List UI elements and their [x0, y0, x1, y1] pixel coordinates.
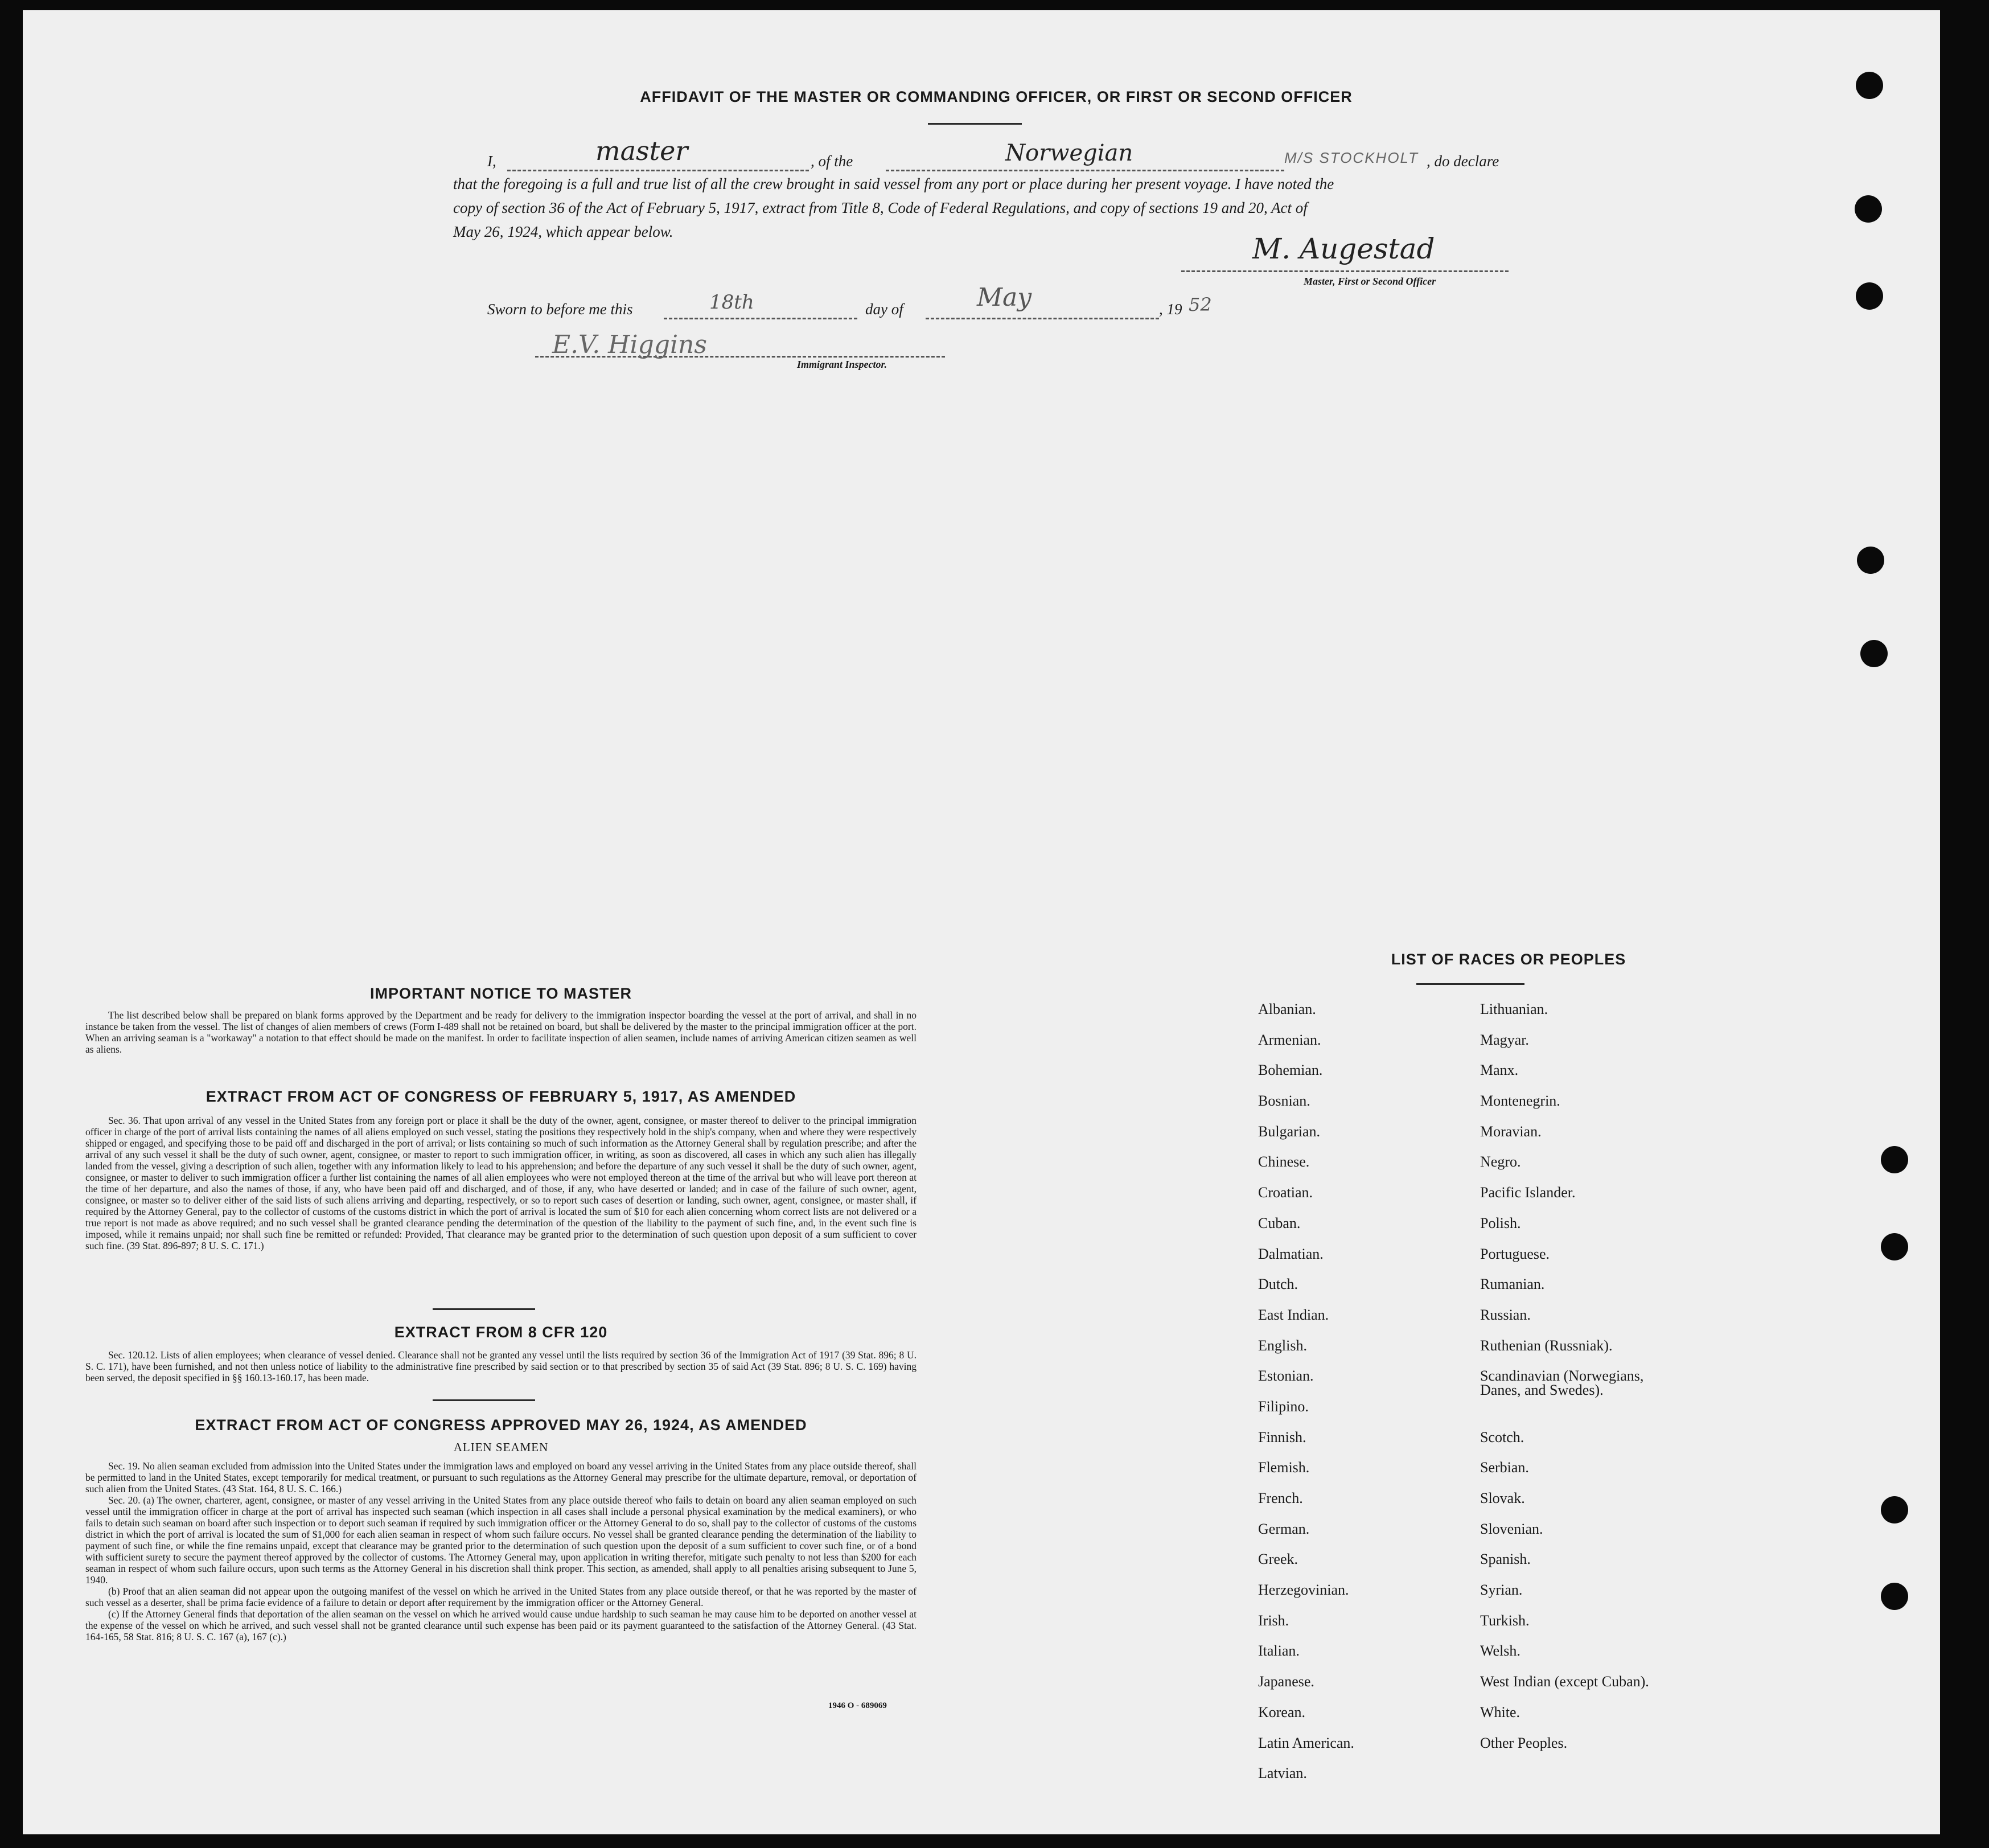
race-item: Herzegovinian.	[1258, 1582, 1349, 1599]
affidavit-body-line1: that the foregoing is a full and true list of all the crew brought in said vessel from any port or place during her present voyage. I have noted the	[453, 175, 1334, 192]
races-title-underline	[1416, 983, 1524, 985]
day-of-label: day of	[865, 301, 903, 318]
race-item: Turkish.	[1480, 1612, 1530, 1629]
year-printed: , 19	[1159, 301, 1182, 318]
sworn-line	[487, 283, 1284, 326]
extract-1924-sec20b: (b) Proof that an alien seaman did not appear upon the outgoing manifest of the vessel on which he arrived in the United States from any place outside thereof, or that he was reported by the master of such vessel as a deserter, shall be prima facie evidence of a failure to detain or deport after requirement by the immigration officer or the Attorney General.	[85, 1586, 917, 1608]
races-left-column	[1258, 1002, 1474, 1797]
extract-1917-title: EXTRACT FROM ACT OF CONGRESS OF FEBRUARY 5, 1917, AS AMENDED	[206, 1088, 796, 1105]
race-item: Latin American.	[1258, 1734, 1354, 1751]
race-item: Dutch.	[1258, 1276, 1298, 1293]
race-item: Negro.	[1480, 1153, 1521, 1171]
race-item: East Indian.	[1258, 1306, 1329, 1323]
notice-text: The list described below shall be prepared on blank forms approved by the Department and be ready for delivery to the immigration inspector boarding the vessel at the port of arrival, and shall in no instance be taken from the vessel. The list of changes of alien members of crews (Form I-489 shall not be retained on board, but shall be delivered by the master to the principal immigration officer at the port. When an arriving seaman is a "workaway" a notation to that effect should be made on the manifest. In order to facilitate inspection of alien seamen, include names of arriving American citizen seamen as well as aliens.	[85, 1009, 917, 1055]
extract-1924-body	[85, 1460, 917, 1642]
race-item: Japanese.	[1258, 1673, 1314, 1690]
day-field-line	[664, 318, 857, 319]
race-item: Polish.	[1480, 1214, 1521, 1231]
extract-cfr-text: Sec. 120.12. Lists of alien employees; when clearance of vessel denied. Clearance shall not be granted any vessel until the lists required by section 36 of the Immigration Act of 1917 (39 Stat. 896; 8 U. S. C. 171), have been furnished, and not then unless notice of liability to the administrative fine prescribed by said section or to that prescribed by section 35 of said Act (39 Stat. 896; 8 U. S. C. 169) having been served, the deposit specified in §§ 160.13-160.17, has been made.	[85, 1349, 917, 1383]
extract-1917-text: Sec. 36. That upon arrival of any vessel in the United States from any foreign port or place it shall be the duty of the owner, agent, consignee, or master thereof to deliver to the principal immigration officer in charge of the port of arrival lists containing the names of all aliens employed on such vessel, stating the positions they respectively hold in the ship's company, when and where they were respectively shipped or engaged, and specifying those to be paid off and discharged in the port of arrival; or lists containing so much of such information as the Attorney General shall by regulation prescribe; and after the arrival of any such vessel it shall be the duty of such owner, agent, consignee, or master to report to such immigration officer, in writing, as soon as discovered, all cases in which any such alien has illegally landed from the vessel, giving a description of such alien, together with any information likely to lead to his apprehension; and before the departure of any such vessel it shall be the duty of such owner, agent, consignee, or master to deliver to such immigration officer a further list containing the names of all alien employees who were not employed thereon at the time of the arrival but who will leave port thereon at the time of her departure, and also the names of those, if any, who have been paid off and discharged, and of those, if any, who have deserted or landed; and in case of the failure of such owner, agent, consignee, or master so to deliver either of the said lists of such aliens arriving and departing, respectively, or so to report such cases of desertion or landing, such owner, agent, consignee, or master shall, if required by the Attorney General, pay to the collector of customs of the customs district in which the port of arrival is located the sum of $10 for each alien concerning whom correct lists are not delivered or a true report is not made as above required; and no such vessel shall be granted clearance pending the determination of the question of the liability to the payment of such fine, and, in the event such fine is imposed, while it remains unpaid; nor shall such fine be remitted or refunded: Provided, That clearance may be granted prior to the determination of such question upon deposit of a sum sufficient to cover such fine. (39 Stat. 896-897; 8 U. S. C. 171.)	[85, 1115, 917, 1251]
race-item: Spanish.	[1480, 1551, 1531, 1568]
race-item: Bulgarian.	[1258, 1123, 1321, 1140]
year-handwritten: 52	[1189, 294, 1212, 315]
race-item: Italian.	[1258, 1642, 1300, 1660]
punch-hole-9	[1881, 1583, 1908, 1610]
race-item	[1480, 1766, 1731, 1797]
race-item: Montenegrin.	[1480, 1093, 1560, 1110]
divider-2	[433, 1399, 535, 1401]
affidavit-body-line3: May 26, 1924, which appear below.	[453, 223, 673, 240]
race-item: Cuban.	[1258, 1214, 1301, 1231]
rank-handwritten: master	[595, 135, 688, 166]
affidavit-title: AFFIDAVIT OF THE MASTER OR COMMANDING OFFICER, OR FIRST OR SECOND OFFICER	[640, 88, 1353, 105]
race-item: French.	[1258, 1490, 1303, 1506]
race-item: Irish.	[1258, 1612, 1289, 1629]
race-item: Dalmatian.	[1258, 1245, 1324, 1262]
month-handwritten: May	[977, 283, 1032, 312]
affidavit-body-line2: copy of section 36 of the Act of February 5, 1917, extract from Title 8, Code of Federal Regulations, and copy of sections 19 and 20, Act of	[453, 199, 1308, 216]
punch-hole-5	[1860, 640, 1888, 667]
notice-title: IMPORTANT NOTICE TO MASTER	[370, 985, 632, 1002]
race-item: Bosnian.	[1258, 1093, 1310, 1110]
rank-field-line	[507, 170, 809, 171]
signature-caption: Master, First or Second Officer	[1304, 276, 1436, 287]
inspector-caption: Immigrant Inspector.	[797, 359, 887, 370]
race-item: Rumanian.	[1480, 1276, 1545, 1293]
race-item: Armenian.	[1258, 1031, 1321, 1048]
race-item: Greek.	[1258, 1551, 1298, 1568]
race-item: White.	[1480, 1703, 1520, 1720]
race-item: Ruthenian (Russniak).	[1480, 1337, 1613, 1354]
signature-line	[1181, 270, 1509, 272]
race-item: Scotch.	[1480, 1428, 1524, 1445]
of-the-label: , of the	[811, 153, 853, 170]
race-item: Moravian.	[1480, 1123, 1542, 1140]
extract-1924-title: EXTRACT FROM ACT OF CONGRESS APPROVED MAY 26, 1924, AS AMENDED	[195, 1416, 807, 1434]
race-item: Scandinavian (Norwegians, Danes, and Swedes).	[1480, 1367, 1644, 1399]
race-item: Pacific Islander.	[1480, 1184, 1576, 1201]
punch-hole-8	[1881, 1496, 1908, 1523]
race-item: Syrian.	[1480, 1582, 1523, 1599]
race-item: Slovenian.	[1480, 1520, 1543, 1537]
extract-1924-subtitle: ALIEN SEAMEN	[453, 1440, 549, 1454]
extract-cfr-body	[85, 1349, 917, 1383]
race-item: Portuguese.	[1480, 1245, 1550, 1262]
punch-hole-2	[1855, 195, 1882, 223]
race-item: Croatian.	[1258, 1184, 1313, 1201]
punch-hole-1	[1856, 72, 1883, 99]
do-declare-label: , do declare	[1427, 153, 1499, 170]
race-item: English.	[1258, 1337, 1307, 1354]
extract-1924-sec20a: Sec. 20. (a) The owner, charterer, agent, consignee, or master of any vessel arriving in the United States from any place outside thereof who fails to detain on board any alien seaman employed on such vessel until the immigration officer in charge at the port of arrival has inspected such seaman (which inspection in all cases shall include a personal physical examination by the medical examiners), or who fails to detain such seaman on board after such inspection or to deport such seaman if required by such immigration officer or the Attorney General to do so, shall pay to the collector of customs of the customs district in which the port of arrival is located the sum of $1,000 for each alien seaman in respect of whom such failure occurs. No vessel shall be granted clearance pending the determination of the liability to payment of such fine, or while the fine remains unpaid, except that clearance may be granted prior to the determination of such question upon the deposit of a sum sufficient to cover such fine, or of a bond with sufficient surety to secure the payment thereof approved by the collector of customs. The Attorney General may, upon application in writing therefor, mitigate such penalty to not less than $200 for each seaman in respect of whom such failure occurs, upon such terms as the Attorney General in his discretion shall think proper. This section, as amended, shall apply to all penalties arising subsequent to June 5, 1940.	[85, 1494, 917, 1586]
inspector-signature: E.V. Higgins	[552, 330, 707, 359]
title-underline	[928, 123, 1022, 125]
notice-body	[85, 1009, 917, 1055]
race-item: Flemish.	[1258, 1459, 1310, 1476]
printer-code: 1946 O - 689069	[828, 1701, 887, 1710]
extract-1917-body	[85, 1115, 917, 1251]
extract-1924-sec20c: (c) If the Attorney General finds that deportation of the alien seaman on the vessel on which he arrived would cause undue hardship to such seaman he may cause him to be deported on another vessel at the expense of the vessel on which he arrived, and such vessel shall not be granted clearance until such expense has been paid or its payment guaranteed to the satisfaction of the Attorney General. (43 Stat. 164-165, 58 Stat. 816; 8 U. S. C. 167 (a), 167 (c).)	[85, 1608, 917, 1642]
race-item: German.	[1258, 1520, 1310, 1537]
race-item: Other Peoples.	[1480, 1734, 1568, 1751]
race-item: Bohemian.	[1258, 1062, 1323, 1079]
extract-1924-sec19: Sec. 19. No alien seaman excluded from admission into the United States under the immigration laws and employed on board any vessel arriving in the United States from any place outside thereof, shall be permitted to land in the United States, except temporarily for medical treatment, or pursuant to such regulations as the Attorney General may prescribe for the ultimate departure, removal, or deportation of such alien from the United States. (43 Stat. 164, 8 U. S. C. 166.)	[85, 1460, 917, 1494]
races-right-column	[1480, 1002, 1731, 1797]
race-item: Slovak.	[1480, 1490, 1525, 1506]
race-item: Russian.	[1480, 1306, 1531, 1323]
race-item: Albanian.	[1258, 1001, 1316, 1017]
race-item: Filipino.	[1258, 1398, 1309, 1415]
race-item: Welsh.	[1480, 1642, 1520, 1660]
race-item: West Indian (except Cuban).	[1480, 1673, 1649, 1690]
day-handwritten: 18th	[709, 291, 754, 314]
race-item: Magyar.	[1480, 1031, 1529, 1048]
sworn-label: Sworn to before me this	[487, 301, 633, 318]
extract-cfr-title: EXTRACT FROM 8 CFR 120	[394, 1324, 608, 1341]
race-item: Serbian.	[1480, 1459, 1529, 1476]
punch-hole-7	[1881, 1233, 1908, 1260]
month-field-line	[926, 318, 1159, 319]
nationality-handwritten: Norwegian	[1005, 140, 1133, 166]
divider-1	[433, 1308, 535, 1310]
race-item: Latvian.	[1258, 1765, 1307, 1782]
master-signature: M. Augestad	[1252, 232, 1435, 265]
punch-hole-6	[1881, 1146, 1908, 1173]
vessel-name-stamp: M/S STOCKHOLT	[1284, 149, 1419, 166]
races-title: LIST OF RACES OR PEOPLES	[1391, 951, 1626, 968]
race-item: Chinese.	[1258, 1153, 1310, 1171]
race-item: Lithuanian.	[1480, 1001, 1548, 1017]
race-item: Estonian.	[1258, 1367, 1314, 1385]
pronoun-label: I,	[487, 153, 496, 170]
race-item: Manx.	[1480, 1062, 1519, 1079]
punch-hole-4	[1857, 547, 1884, 574]
nationality-field-line	[886, 170, 1284, 171]
race-item: Korean.	[1258, 1703, 1306, 1720]
punch-hole-3	[1856, 282, 1883, 310]
race-item	[1480, 1399, 1731, 1430]
race-item: Finnish.	[1258, 1428, 1306, 1445]
